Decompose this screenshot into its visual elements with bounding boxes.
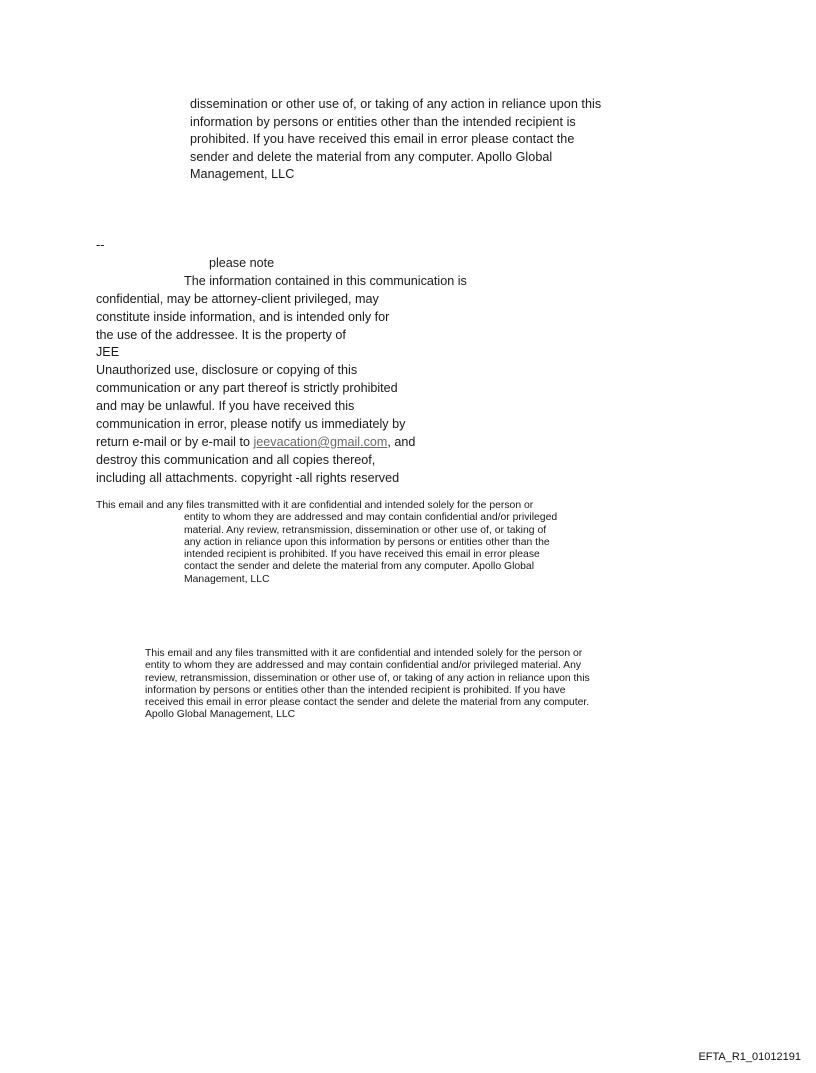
text-line: entity to whom they are addressed and may contain confidential and/or privileged material. Any — [145, 660, 582, 672]
signature-block — [96, 237, 467, 488]
text-line: JEE — [96, 345, 120, 360]
text-line: confidential, may be attorney-client privileged, may — [96, 291, 379, 306]
text-line: This email and any files transmitted with it are confidential and intended solely for the person or — [145, 648, 583, 659]
disclaimer-1 — [96, 500, 557, 586]
text-line: information by persons or entities other than the intended recipient is — [190, 114, 576, 129]
return-suffix: , and — [387, 434, 416, 449]
text-line: material. Any review, retransmission, dissemination or other use of, or taking of — [184, 524, 547, 536]
text-line: Management, LLC — [184, 573, 270, 585]
text-line: received this email in error please contact the sender and delete the material from any computer. — [145, 697, 590, 709]
disclaimer-2 — [145, 648, 590, 722]
text-line: prohibited. If you have received this email in error please contact the — [190, 132, 575, 147]
return-prefix: return e-mail or by e-mail to — [96, 434, 254, 449]
signature-note: please note — [209, 255, 275, 270]
text-line: Unauthorized use, disclosure or copying of this — [96, 363, 358, 378]
text-line: communication or any part thereof is strictly prohibited — [96, 381, 398, 396]
text-line: intended recipient is prohibited. If you have received this email in error please — [184, 549, 540, 561]
text-line: review, retransmission, dissemination or other use of, or taking of any action in reliance upon this — [145, 672, 590, 684]
text-line: This email and any files transmitted with it are confidential and intended solely for the person or — [96, 500, 534, 511]
text-line: Apollo Global Management, LLC — [145, 709, 296, 721]
text-line: constitute inside information, and is intended only for — [96, 309, 390, 324]
document-id: EFTA_R1_01012191 — [698, 1051, 801, 1063]
confidentiality-paragraph-top — [190, 96, 601, 184]
signature-info-line: The information contained in this communication is — [184, 273, 467, 288]
text-line: communication in error, please notify us immediately by — [96, 417, 406, 432]
text-line: information by persons or entities other than the intended recipient is prohibited. If you have — [145, 684, 566, 696]
email-link[interactable]: jeevacation@gmail.com — [253, 434, 388, 449]
text-line: the use of the addressee. It is the property of — [96, 327, 346, 342]
text-line: Management, LLC — [190, 167, 295, 182]
signature-separator: -- — [96, 238, 105, 252]
text-line: and may be unlawful. If you have received this — [96, 399, 355, 414]
text-line: contact the sender and delete the material from any computer. Apollo Global — [184, 561, 535, 573]
text-line: entity to whom they are addressed and may contain confidential and/or privileged — [184, 512, 558, 524]
text-line: including all attachments. copyright -all rights reserved — [96, 470, 400, 485]
text-line: destroy this communication and all copies thereof, — [96, 452, 376, 467]
text-line: any action in reliance upon this information by persons or entities other than the — [184, 536, 550, 548]
text-line: sender and delete the material from any computer. Apollo Global — [190, 149, 553, 164]
return-email-line — [96, 434, 467, 452]
text-line: dissemination or other use of, or taking of any action in reliance upon this — [190, 97, 602, 111]
